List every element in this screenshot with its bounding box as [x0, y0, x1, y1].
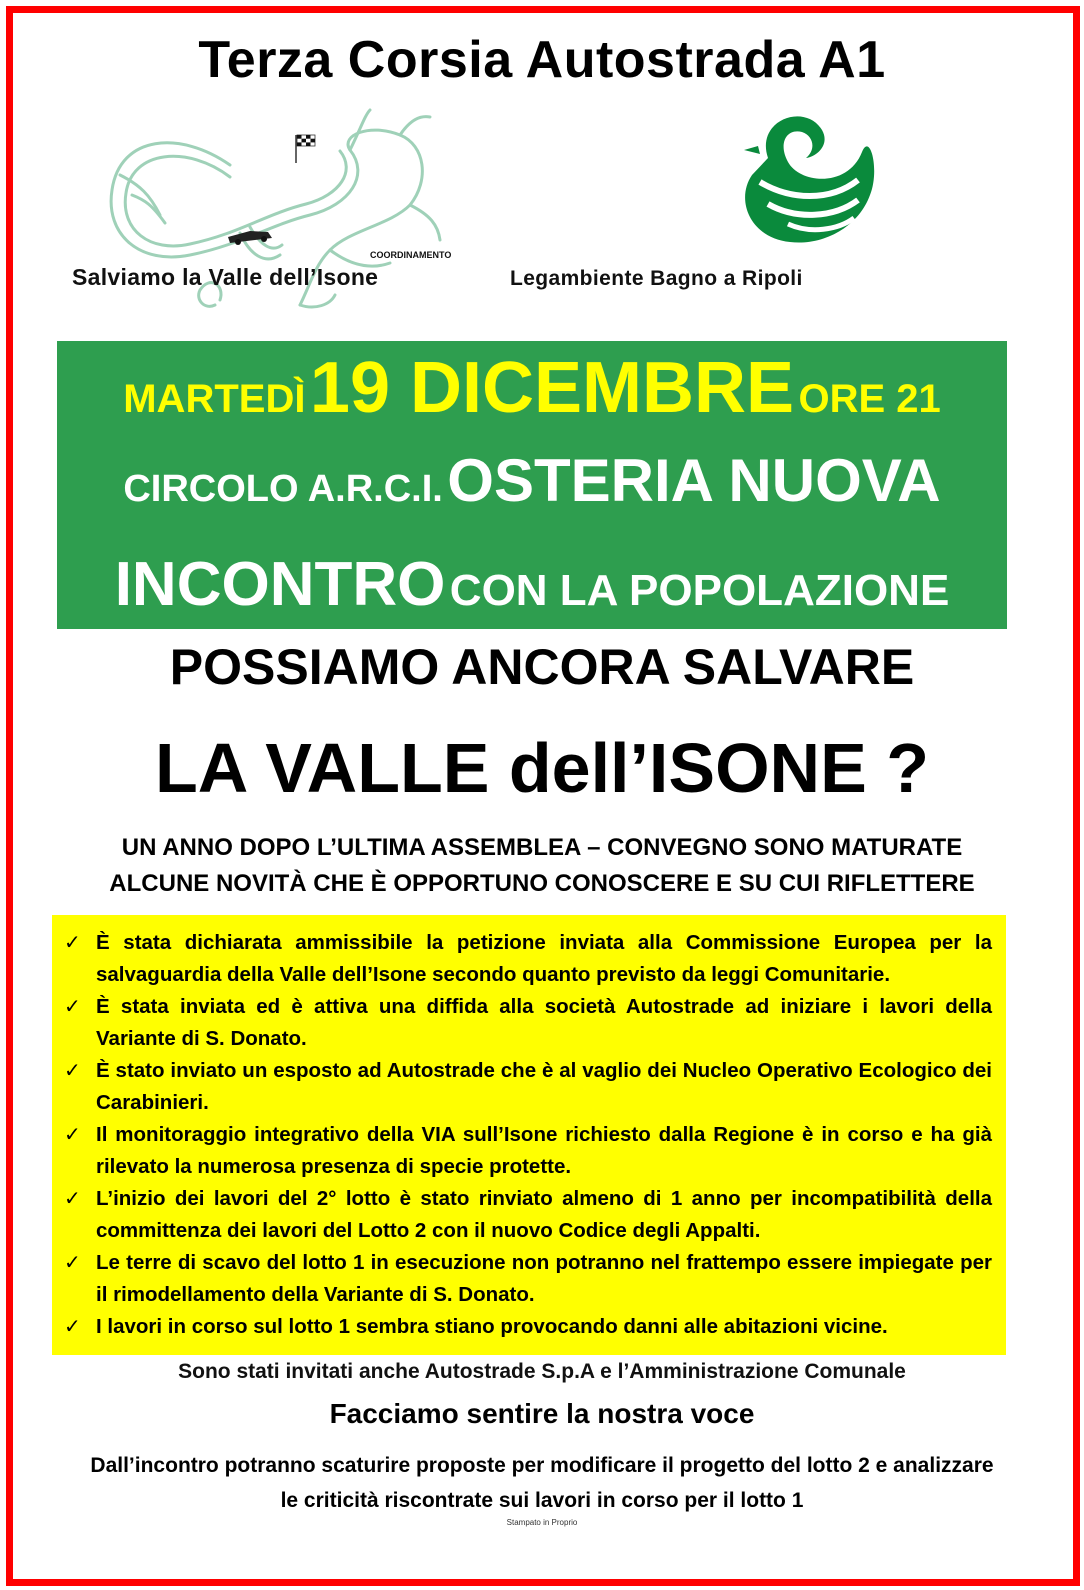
news-item: ✓ Il monitoraggio integrativo della VIA sull’Isone richiesto dalla Regione è in corso e ha già rilevato la numerosa presenza di specie protette.	[60, 1119, 992, 1183]
check-icon: ✓	[64, 932, 81, 954]
news-item: ✓ È stato inviato un esposto ad Autostrade che è al vaglio dei Nucleo Operativo Ecologico dei Carabinieri.	[60, 1055, 992, 1119]
logo-left-subtitle: COORDINAMENTO	[370, 250, 452, 260]
news-list	[52, 915, 1006, 1343]
meeting-rest: CON LA POPOLAZIONE	[449, 566, 950, 615]
intro-line1: UN ANNO DOPO L’ULTIMA ASSEMBLEA – CONVEGNO SONO MATURATE	[121, 834, 963, 861]
closing-text	[0, 1448, 1084, 1518]
check-icon: ✓	[64, 1124, 81, 1146]
invited-text: Sono stati invitati anche Autostrade S.p.A e l’Amministrazione Comunale	[178, 1360, 906, 1383]
headline-line1: POSSIAMO ANCORA SALVARE	[169, 639, 915, 695]
news-item: ✓ È stata inviata ed è attiva una diffida alla società Autostrade ad iniziare i lavori della Variante di S. Donato.	[60, 991, 992, 1055]
event-date: 19 DICEMBRE	[309, 348, 795, 428]
venue-prefix: CIRCOLO A.R.C.I.	[123, 468, 443, 510]
intro-text	[0, 830, 1084, 902]
logo-left-name: Salviamo la Valle dell’Isone	[72, 264, 379, 290]
news-item: ✓ L’inizio dei lavori del 2° lotto è stato rinviato almeno di 1 anno per incompatibilità della committenza dei lavori del Lotto 2 con il nuovo Codice degli Appalti.	[60, 1183, 992, 1247]
voice-text: Facciamo sentire la nostra voce	[329, 1398, 755, 1429]
event-box	[57, 341, 1007, 629]
headline-line2: LA VALLE dell’ISONE ?	[155, 729, 929, 807]
meeting-word: INCONTRO	[114, 550, 446, 619]
checkered-flag-icon	[296, 135, 315, 163]
check-icon: ✓	[64, 1188, 81, 1210]
check-icon: ✓	[64, 1060, 81, 1082]
news-box	[52, 915, 1006, 1355]
check-icon: ✓	[64, 1316, 81, 1338]
swan-icon	[730, 100, 880, 250]
intro-line2: ALCUNE NOVITÀ CHE È OPPORTUNO CONOSCERE E SU CUI RIFLETTERE	[109, 870, 975, 897]
news-item: ✓ I lavori in corso sul lotto 1 sembra stiano provocando danni alle abitazioni vicine.	[60, 1311, 992, 1343]
venue-name: OSTERIA NUOVA	[447, 447, 941, 514]
poster-title: Terza Corsia Autostrada A1	[198, 31, 886, 89]
legambiente-logo	[730, 100, 880, 250]
event-venue-line	[57, 446, 1007, 515]
check-icon: ✓	[64, 1252, 81, 1274]
news-item: ✓ È stata dichiarata ammissibile la petizione inviata alla Commissione Europea per la salvaguardia della Valle dell’Isone secondo quanto previsto da leggi Comunitarie.	[60, 927, 992, 991]
event-time: ORE 21	[798, 377, 941, 421]
logo-right-name: Legambiente Bagno a Ripoli	[510, 267, 803, 290]
closing-line2: le criticità riscontrate sui lavori in corso per il lotto 1	[280, 1489, 804, 1512]
printed-note: Stampato in Proprio	[506, 1518, 578, 1527]
closing-line1: Dall’incontro potranno scaturire proposte per modificare il progetto del lotto 2 e analizzare	[90, 1454, 994, 1477]
news-item: ✓ Le terre di scavo del lotto 1 in esecuzione non potranno nel frattempo essere impiegate per il rimodellamento della Variante di S. Donato.	[60, 1247, 992, 1311]
event-date-line	[57, 347, 1007, 429]
event-day: MARTEDÌ	[123, 377, 306, 421]
check-icon: ✓	[64, 996, 81, 1018]
event-meeting-line	[57, 549, 1007, 620]
